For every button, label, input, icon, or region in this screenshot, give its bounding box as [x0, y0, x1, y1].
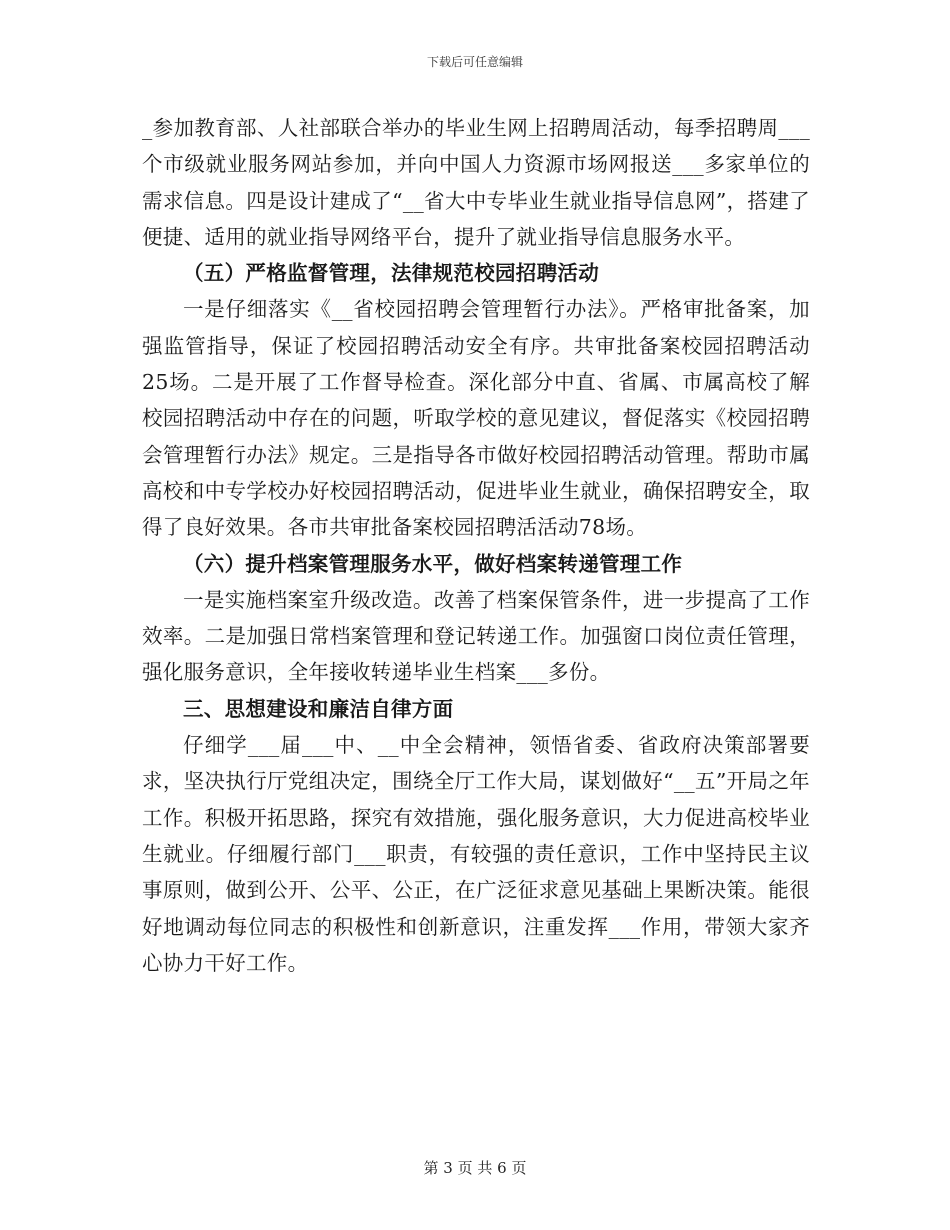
paragraph-continued: _参加教育部、人社部联合举办的毕业生网上招聘周活动，每季招聘周___个市级就业服务网站参加，并向中国人力资源市场网报送___多家单位的需求信息。四是设计建成了“__省大中专毕业生就业指导信息网”，搭建了便捷、适用的就业指导网络平台，提升了就业指导信息服务水平。 [142, 116, 810, 249]
page-footer: 第 3 页 共 6 页 [423, 1159, 527, 1177]
document-body [142, 110, 810, 981]
page-header: 下载后可任意编辑 [426, 55, 523, 69]
section-heading-6: （六）提升档案管理服务水平，做好档案转递管理工作 [183, 551, 683, 576]
section-heading-5: （五）严格监督管理，法律规范校园招聘活动 [183, 261, 599, 286]
section-heading-3: 三、思想建设和廉洁自律方面 [183, 696, 454, 721]
paragraph-archive-management: 一是实施档案室升级改造。改善了档案保管条件，进一步提高了工作效率。二是加强日常档案管理和登记转递工作。加强窗口岗位责任管理，强化服务意识，全年接收转递毕业生档案___多份。 [142, 587, 810, 685]
paragraph-ideology: 仔细学___届___中、__中全会精神，领悟省委、省政府决策部署要求，坚决执行厅党组决定，围绕全厅工作大局，谋划做好“__五”开局之年工作。积极开拓思路，探究有效措施，强化服务意识，大力促进高校毕业生就业。仔细履行部门___职责，有较强的责任意识，工作中坚持民主议事原则，做到公开、公平、公正，在广泛征求意见基础上果断决策。能很好地调动每位同志的积极性和创新意识，注重发挥___作用，带领大家齐心协力干好工作。 [142, 733, 810, 975]
paragraph-campus-recruitment: 一是仔细落实《__省校园招聘会管理暂行办法》。严格审批备案，加强监管指导，保证了校园招聘活动安全有序。共审批备案校园招聘活动25场。二是开展了工作督导检查。深化部分中直、省属、市属高校了解校园招聘活动中存在的问题，听取学校的意见建议，督促落实《校园招聘会管理暂行办法》规定。三是指导各市做好校园招聘活动管理。帮助市属高校和中专学校办好校园招聘活动，促进毕业生就业，确保招聘安全，取得了良好效果。各市共审批备案校园招聘活活动78场。 [142, 297, 810, 540]
